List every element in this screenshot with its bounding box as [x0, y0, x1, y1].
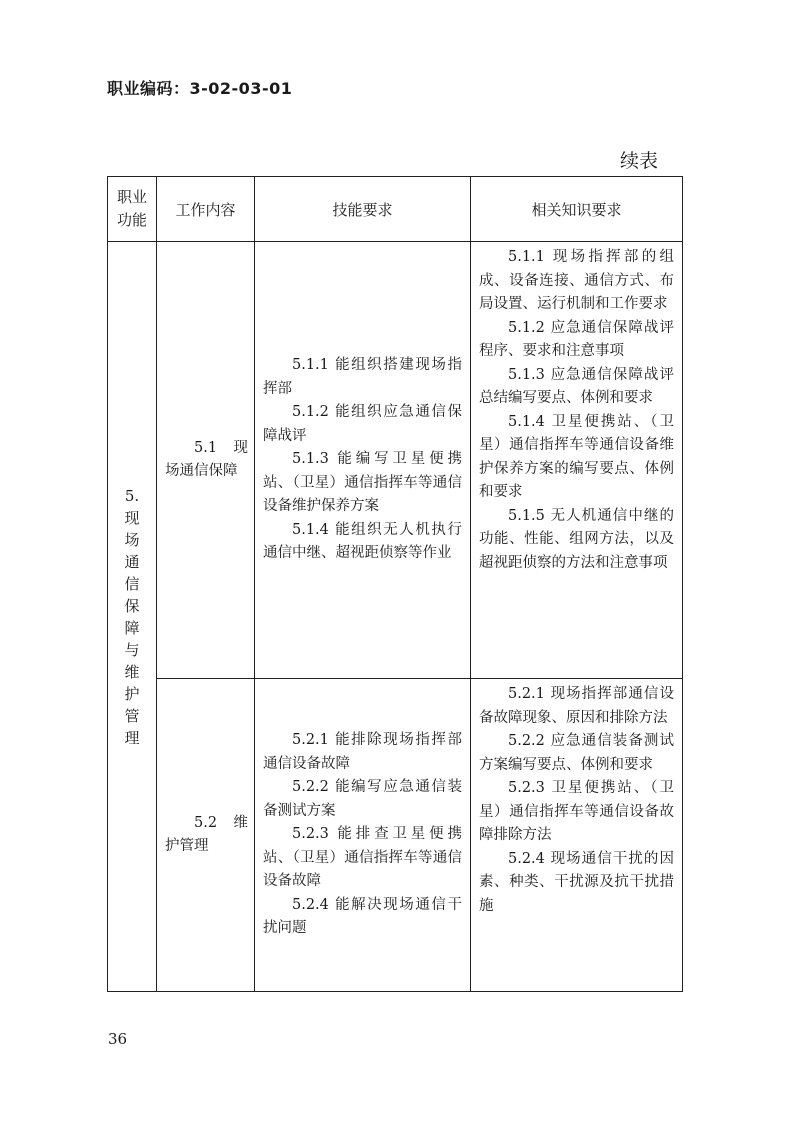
knowledge-cell [471, 679, 683, 992]
function-name: 现场通信保障与维护管理 [124, 508, 140, 747]
continued-label: 续表 [619, 150, 658, 172]
skill-item: 5.1.3 能编写卫星便携站、（卫星）通信指挥车等通信设备维护保养方案 [263, 451, 462, 515]
column-header-function: 职业功能 [108, 177, 157, 242]
knowledge-item: 5.2.3 卫星便携站、（卫星）通信指挥车等通信设备故障排除方法 [479, 780, 674, 843]
knowledge-cell [471, 242, 683, 679]
function-cell [108, 242, 157, 992]
work-content-cell [157, 242, 255, 679]
knowledge-item: 5.1.3 应急通信保障战评总结编写要点、体例和要求 [479, 366, 674, 406]
knowledge-item: 5.1.5 无人机通信中继的功能、性能、组网方法，以及超视距侦察的方法和注意事项 [479, 507, 674, 571]
skill-item: 5.2.1 能排除现场指挥部通信设备故障 [263, 732, 462, 772]
column-header-knowledge: 相关知识要求 [471, 177, 683, 242]
work-content: 5.2 维护管理 [165, 815, 248, 854]
table-row [108, 242, 683, 679]
page-number: 36 [108, 1030, 128, 1048]
work-content-cell [157, 679, 255, 992]
skills-table [107, 176, 683, 992]
skill-item: 5.2.4 能解决现场通信干扰问题 [263, 896, 462, 937]
skill-item: 5.2.3 能排查卫星便携站、（卫星）通信指挥车等通信设备故障 [263, 826, 462, 890]
knowledge-item: 5.2.1 现场指挥部通信设备故障现象、原因和排除方法 [479, 686, 674, 726]
skill-item: 5.1.1 能组织搭建现场指挥部 [263, 357, 462, 397]
skill-item: 5.1.4 能组织无人机执行通信中继、超视距侦察等作业 [263, 521, 462, 562]
skill-item: 5.1.2 能组织应急通信保障战评 [263, 404, 462, 444]
knowledge-item: 5.2.4 现场通信干扰的因素、种类、干扰源及抗干扰措施 [479, 850, 674, 914]
knowledge-item: 5.1.2 应急通信保障战评程序、要求和注意事项 [479, 319, 674, 359]
occupation-code: 职业编码：3-02-03-01 [107, 79, 293, 98]
skill-item: 5.2.2 能编写应急通信装备测试方案 [263, 779, 462, 819]
work-content: 5.1 现场通信保障 [165, 440, 248, 479]
column-header-work: 工作内容 [157, 177, 255, 242]
skills-cell [255, 242, 471, 679]
table-row [108, 679, 683, 992]
knowledge-item: 5.1.4 卫星便携站、（卫星）通信指挥车等通信设备维护保养方案的编写要点、体例和要求 [479, 413, 674, 500]
knowledge-item: 5.1.1 现场指挥部的组成、设备连接、通信方式、布局设置、运行机制和工作要求 [479, 249, 674, 312]
table-header-row [108, 177, 683, 242]
skills-cell [255, 679, 471, 992]
column-header-skills: 技能要求 [255, 177, 471, 242]
function-number: 5. [124, 486, 140, 505]
knowledge-item: 5.2.2 应急通信装备测试方案编写要点、体例和要求 [479, 733, 674, 773]
